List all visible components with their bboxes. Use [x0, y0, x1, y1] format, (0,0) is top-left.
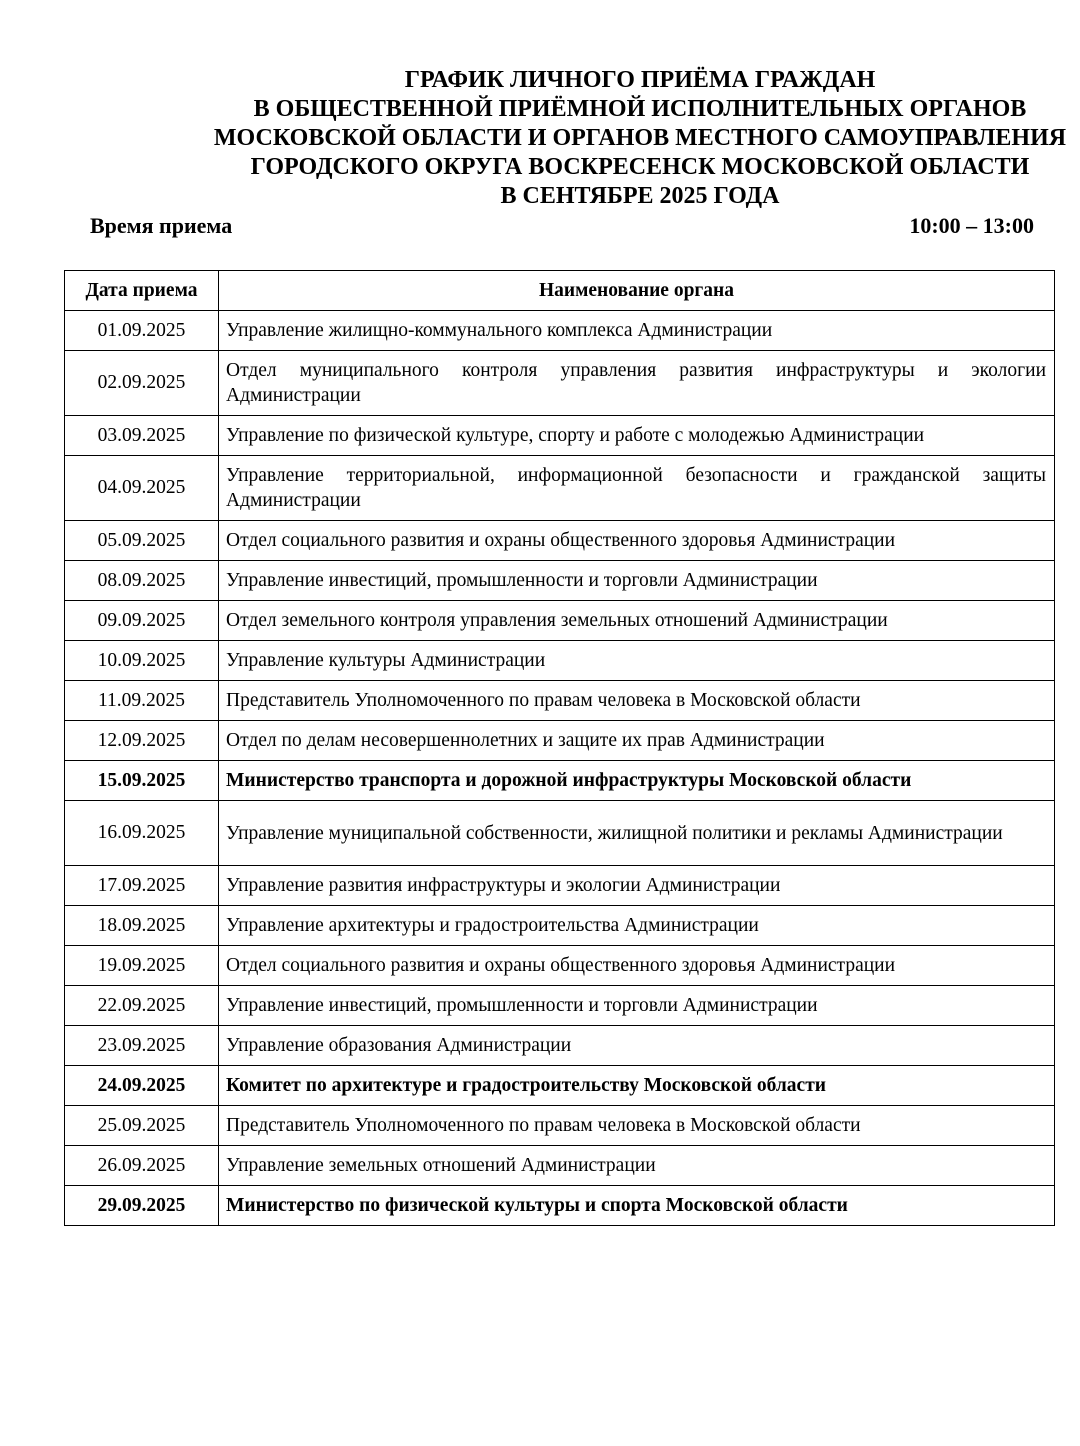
row-date: 29.09.2025 — [65, 1186, 219, 1226]
table-row — [65, 801, 1055, 866]
row-date: 19.09.2025 — [65, 946, 219, 986]
row-date: 02.09.2025 — [65, 351, 219, 416]
row-org: Министерство по физической культуры и спорта Московской области — [219, 1186, 1055, 1226]
table-row — [65, 641, 1055, 681]
row-date: 12.09.2025 — [65, 721, 219, 761]
table-header-row — [65, 271, 1055, 311]
row-date: 18.09.2025 — [65, 906, 219, 946]
table-row — [65, 761, 1055, 801]
row-date: 08.09.2025 — [65, 561, 219, 601]
table-row — [65, 681, 1055, 721]
row-org: Управление муниципальной собственности, жилищной политики и рекламы Администрации — [219, 801, 1055, 866]
row-org: Управление архитектуры и градостроительства Администрации — [219, 906, 1055, 946]
table-row — [65, 946, 1055, 986]
title-line: В СЕНТЯБРЕ 2025 ГОДА — [500, 183, 780, 209]
row-org: Отдел социального развития и охраны общественного здоровья Администрации — [219, 521, 1055, 561]
table-row — [65, 1066, 1055, 1106]
row-org: Управление по физической культуре, спорту и работе с молодежью Администрации — [219, 416, 1055, 456]
row-org: Управление территориальной, информационной безопасности и гражданской защиты Администрации — [219, 456, 1055, 521]
table-row — [65, 561, 1055, 601]
row-org: Управление культуры Администрации — [219, 641, 1055, 681]
row-org: Отдел муниципального контроля управления развития инфраструктуры и экологии Администрации — [219, 351, 1055, 416]
row-date: 03.09.2025 — [65, 416, 219, 456]
row-org: Управление земельных отношений Администрации — [219, 1146, 1055, 1186]
row-date: 11.09.2025 — [65, 681, 219, 721]
table-row — [65, 351, 1055, 416]
row-date: 09.09.2025 — [65, 601, 219, 641]
table-row — [65, 601, 1055, 641]
table-row — [65, 1106, 1055, 1146]
table-row — [65, 456, 1055, 521]
row-org: Управление развития инфраструктуры и экологии Администрации — [219, 866, 1055, 906]
row-date: 22.09.2025 — [65, 986, 219, 1026]
row-org: Представитель Уполномоченного по правам человека в Московской области — [219, 681, 1055, 721]
row-org: Управление инвестиций, промышленности и торговли Администрации — [219, 986, 1055, 1026]
row-org: Комитет по архитектуре и градостроительству Московской области — [219, 1066, 1055, 1106]
title-line: МОСКОВСКОЙ ОБЛАСТИ И ОРГАНОВ МЕСТНОГО САМОУПРАВЛЕНИЯ — [213, 125, 1067, 151]
reception-time-label: Время приема — [90, 213, 233, 238]
row-org: Отдел по делам несовершеннолетних и защите их прав Администрации — [219, 721, 1055, 761]
row-date: 05.09.2025 — [65, 521, 219, 561]
table-row — [65, 1146, 1055, 1186]
row-date: 04.09.2025 — [65, 456, 219, 521]
row-date: 26.09.2025 — [65, 1146, 219, 1186]
table-row — [65, 311, 1055, 351]
row-date: 10.09.2025 — [65, 641, 219, 681]
row-org: Управление жилищно-коммунального комплекса Администрации — [219, 311, 1055, 351]
table-row — [65, 866, 1055, 906]
row-date: 17.09.2025 — [65, 866, 219, 906]
document-title — [100, 66, 1080, 211]
row-date: 16.09.2025 — [65, 801, 219, 866]
row-date: 15.09.2025 — [65, 761, 219, 801]
row-org: Управление инвестиций, промышленности и торговли Администрации — [219, 561, 1055, 601]
row-date: 24.09.2025 — [65, 1066, 219, 1106]
row-org: Министерство транспорта и дорожной инфраструктуры Московской области — [219, 761, 1055, 801]
row-org: Отдел земельного контроля управления земельных отношений Администрации — [219, 601, 1055, 641]
title-line: ГОРОДСКОГО ОКРУГА ВОСКРЕСЕНСК МОСКОВСКОЙ ОБЛАСТИ — [250, 154, 1030, 180]
table-row — [65, 906, 1055, 946]
table-row — [65, 1026, 1055, 1066]
row-org: Представитель Уполномоченного по правам человека в Московской области — [219, 1106, 1055, 1146]
row-date: 01.09.2025 — [65, 311, 219, 351]
table-row — [65, 521, 1055, 561]
title-line: ГРАФИК ЛИЧНОГО ПРИЁМА ГРАЖДАН — [404, 67, 876, 93]
schedule-table — [64, 270, 1055, 1226]
table-row — [65, 1186, 1055, 1226]
title-line: В ОБЩЕСТВЕННОЙ ПРИЁМНОЙ ИСПОЛНИТЕЛЬНЫХ ОРГАНОВ — [253, 96, 1027, 122]
table-row — [65, 986, 1055, 1026]
row-date: 23.09.2025 — [65, 1026, 219, 1066]
table-row — [65, 416, 1055, 456]
row-org: Отдел социального развития и охраны общественного здоровья Администрации — [219, 946, 1055, 986]
reception-time-hours: 10:00 – 13:00 — [909, 213, 1034, 238]
row-date: 25.09.2025 — [65, 1106, 219, 1146]
header-date: Дата приема — [65, 271, 219, 311]
header-org: Наименование органа — [219, 271, 1055, 311]
table-row — [65, 721, 1055, 761]
row-org: Управление образования Администрации — [219, 1026, 1055, 1066]
